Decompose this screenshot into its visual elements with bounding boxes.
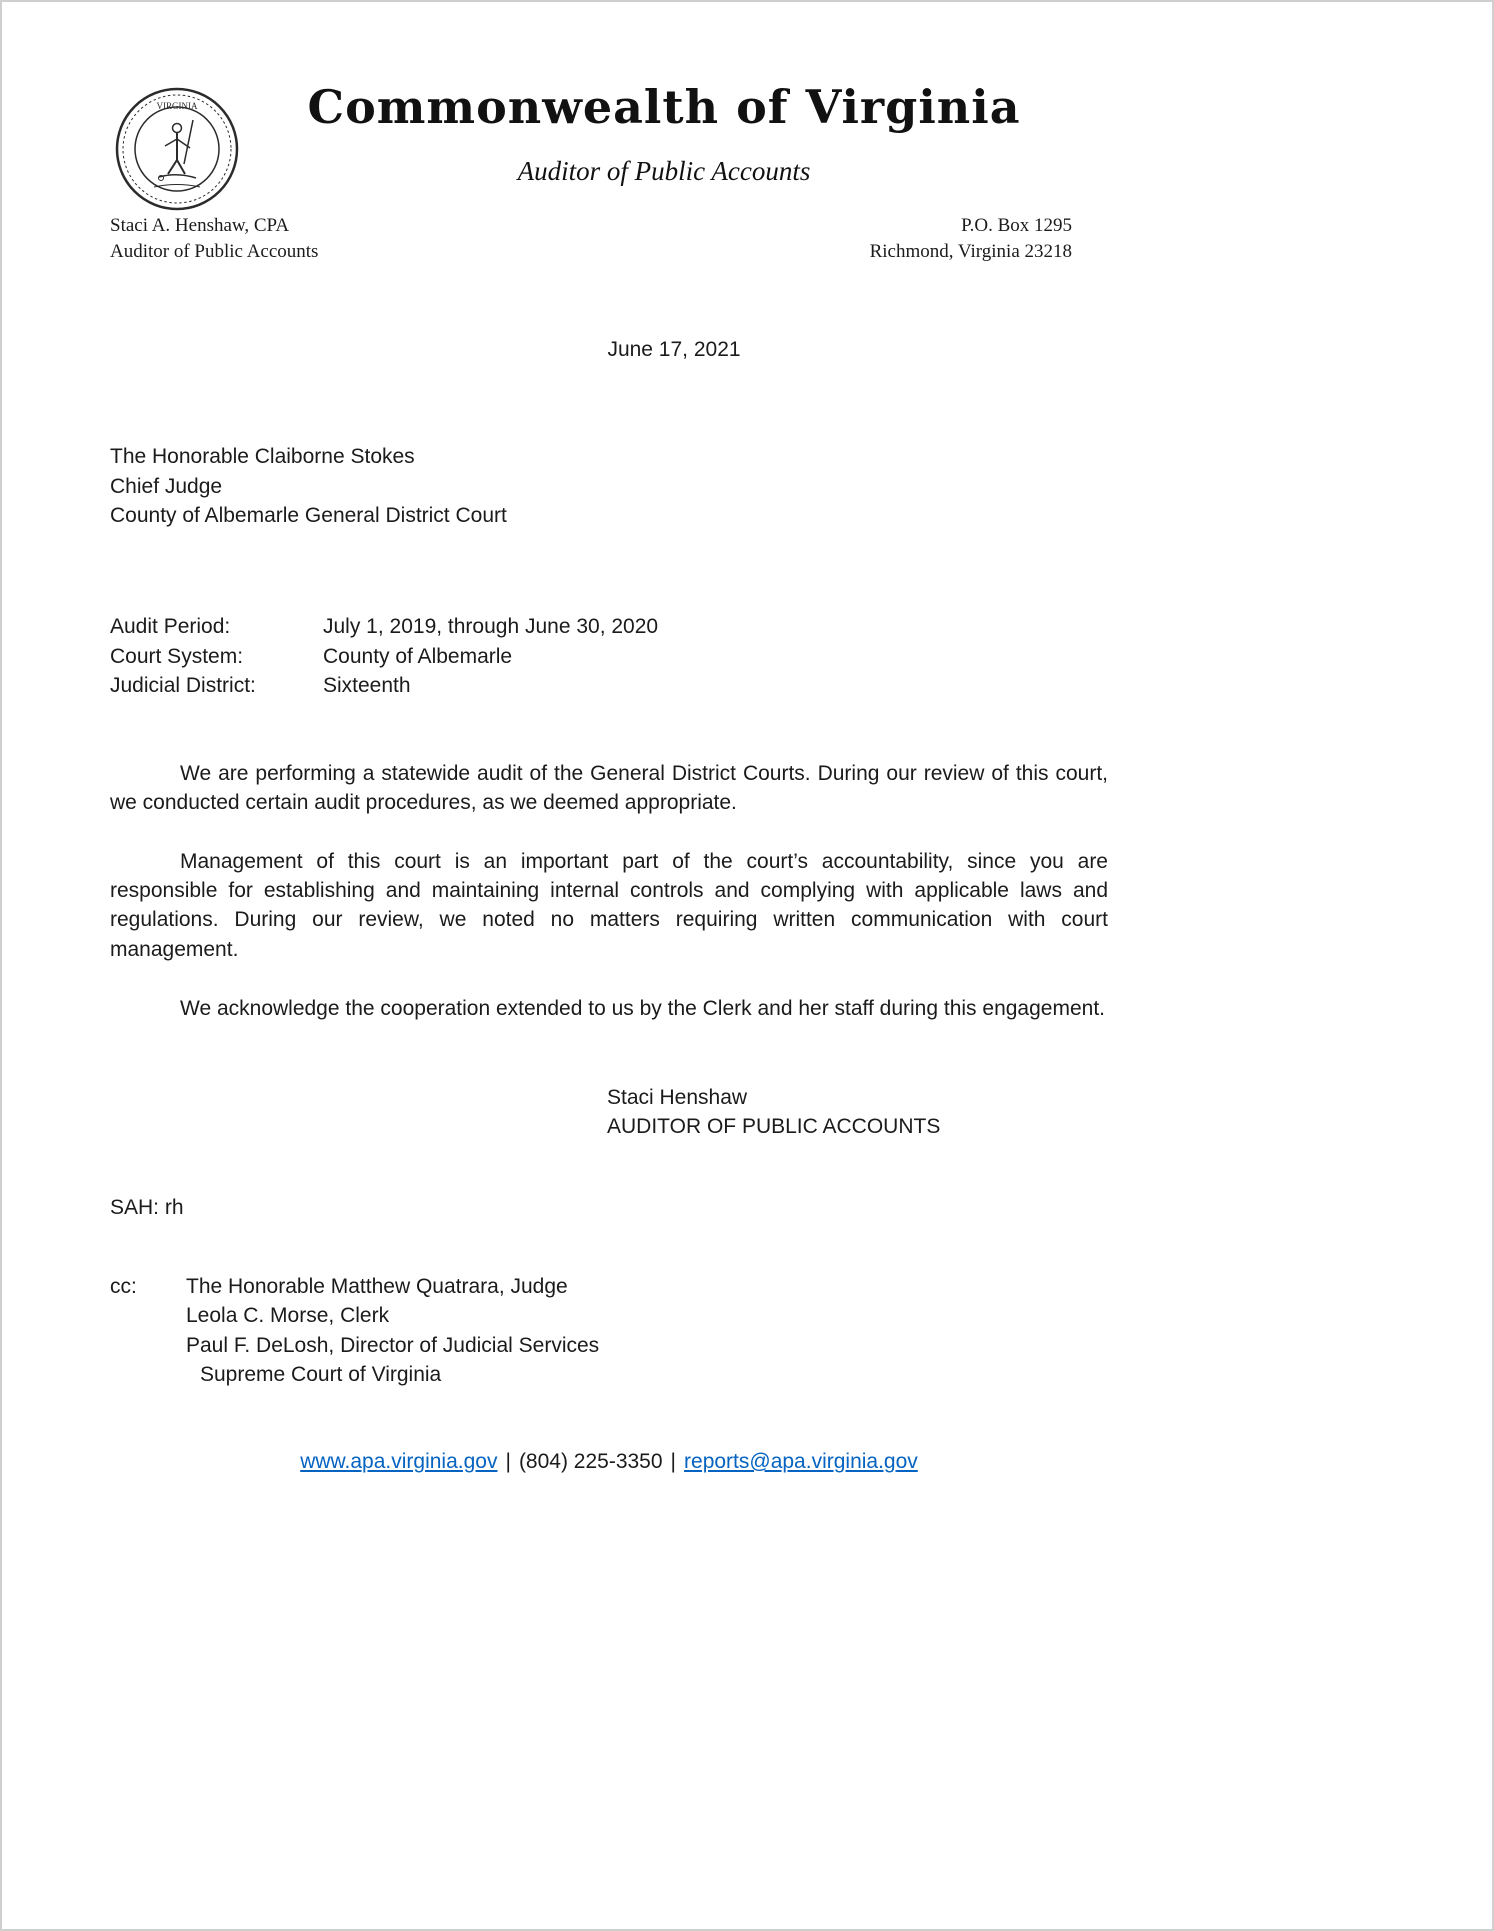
letter-body <box>110 759 1108 1023</box>
cc-block <box>110 1272 1108 1390</box>
seal-text: VIRGINIA <box>156 101 198 111</box>
auditor-title: Auditor of Public Accounts <box>110 240 319 262</box>
phone-number: (804) 225-3350 <box>518 1450 663 1473</box>
po-box: P.O. Box 1295 <box>961 215 1072 236</box>
office-address-block <box>870 213 1108 264</box>
detail-row-audit-period <box>110 612 1108 641</box>
city-state-zip: Richmond, Virginia 23218 <box>869 240 1072 262</box>
cc-list <box>186 1272 599 1390</box>
signer-title: AUDITOR OF PUBLIC ACCOUNTS <box>607 1115 941 1139</box>
detail-row-judicial-district <box>110 671 1108 700</box>
footer-separator: | <box>670 1450 677 1473</box>
cc-item: Leola C. Morse, Clerk <box>186 1304 390 1328</box>
detail-value: July 1, 2019, through June 30, 2020 <box>323 615 659 639</box>
auditor-name-block <box>110 213 318 264</box>
agency-subtitle: Auditor of Public Accounts <box>517 156 811 186</box>
detail-value: County of Albemarle <box>323 644 513 668</box>
agency-title: Commonwealth of Virginia <box>307 80 1021 134</box>
detail-label: Court System: <box>110 644 244 668</box>
virginia-state-seal-icon <box>114 86 240 212</box>
detail-label: Judicial District: <box>110 674 256 698</box>
recipient-title: Chief Judge <box>110 474 223 498</box>
letterhead <box>110 80 1108 264</box>
recipient-court: County of Albemarle General District Court <box>110 504 507 528</box>
recipient-block <box>110 442 1108 530</box>
detail-row-court-system <box>110 642 1108 671</box>
auditor-name: Staci A. Henshaw, CPA <box>110 215 290 236</box>
detail-label: Audit Period: <box>110 615 231 639</box>
cc-item: Paul F. DeLosh, Director of Judicial Services <box>186 1333 600 1357</box>
cc-item: Supreme Court of Virginia <box>200 1362 442 1386</box>
audit-details <box>110 612 1108 700</box>
cc-label: cc: <box>110 1274 137 1298</box>
page-footer <box>110 1450 1108 1474</box>
footer-separator: | <box>505 1450 511 1473</box>
paragraph: We acknowledge the cooperation extended to us by the Clerk and her staff during this engagement. <box>180 996 1105 1020</box>
letter-date: June 17, 2021 <box>607 338 741 362</box>
paragraph: Management of this court is an important part of the court’s accountability, since you are responsible for establishing and maintaining internal controls and complying with applicable laws and regulations. During our review, we noted no matters requiring written communication with court management. <box>110 850 1108 961</box>
reference-initials: SAH: rh <box>110 1195 184 1219</box>
email-link[interactable]: reports@apa.virginia.gov <box>684 1450 918 1473</box>
letterhead-contacts <box>110 213 1108 264</box>
paragraph: We are performing a statewide audit of the General District Courts. During our review of this court, we conducted certain audit procedures, as we deemed appropriate. <box>110 761 1108 814</box>
recipient-name: The Honorable Claiborne Stokes <box>110 445 415 469</box>
detail-value: Sixteenth <box>323 674 411 698</box>
cc-item: The Honorable Matthew Quatrara, Judge <box>186 1274 568 1298</box>
website-link[interactable]: www.apa.virginia.gov <box>300 1450 498 1473</box>
signature-block <box>607 1083 1108 1142</box>
signer-name: Staci Henshaw <box>607 1085 748 1109</box>
